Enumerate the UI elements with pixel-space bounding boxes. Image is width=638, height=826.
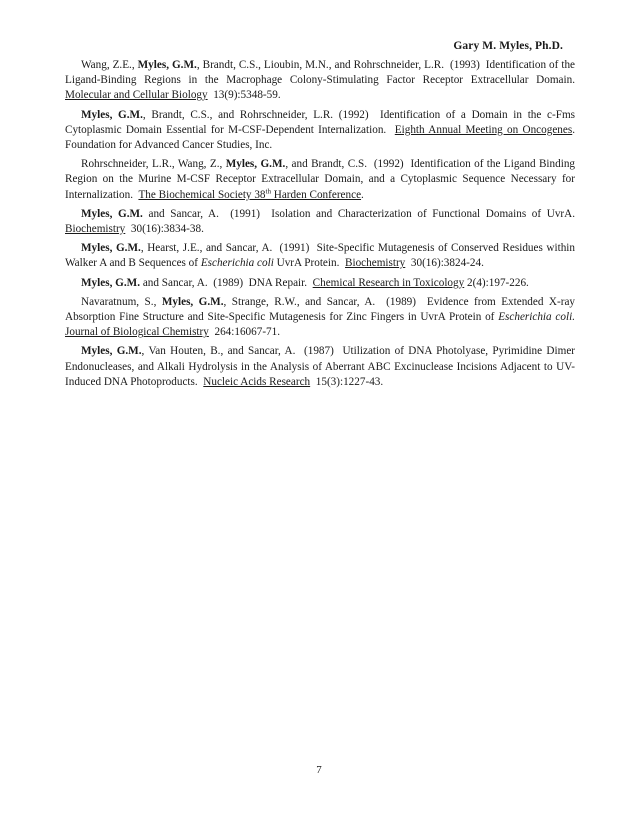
reference-year: (1987) (304, 345, 334, 358)
reference-title: Identification of a Domain in the c-Fms Cytoplasmic Domain Essential for M-CSF-Dependent Internalization. (65, 108, 576, 136)
reference-citation: 264:16067-71. (214, 326, 281, 339)
reference-title: DNA Repair. (248, 276, 308, 289)
reference-year: (1992) (373, 158, 404, 171)
reference-citation: 30(16):3824-24. (410, 257, 484, 270)
reference-venue-detail: . Foundation for Advanced Cancer Studies, Inc. (65, 123, 576, 152)
reference-entry (65, 108, 575, 154)
reference-authors: , Brandt, C.S., and Rohrschneider, L.R. (142, 108, 334, 121)
reference-author-highlight: Myles, G.M. (161, 295, 224, 308)
reference-authors: and Sancar, A. (142, 207, 219, 220)
reference-venue-superscript: th (265, 186, 271, 195)
reference-title: Utilization of DNA Photolyase, Pyrimidine Dimer Endonucleases, and Alkali Hydrolysis in the Analysis of Aberrant ABC Excinuclease Incisions Adjacent to UV-Induced DNA Photoproducts. (65, 345, 576, 388)
reference-author-highlight: Myles, G.M. (81, 207, 143, 220)
reference-title: Identification of the Ligand Binding Region on the Murine M-CSF Receptor Extracellular Domain, and a Cytoplasmic Sequence Necessary for Internalization. (65, 158, 576, 201)
reference-entry (65, 241, 575, 271)
reference-venue (138, 186, 362, 201)
reference-title: UvrA Protein. (273, 257, 340, 270)
reference-authors: Rohrschneider, L.R., Wang, Z., (81, 158, 226, 171)
reference-journal: Biochemistry (345, 257, 406, 270)
reference-journal: Molecular and Cellular Biology (65, 89, 208, 102)
reference-end: . (361, 188, 364, 201)
reference-organism: Escherichia coli. (498, 311, 575, 324)
reference-citation: 2(4):197-226. (467, 276, 529, 289)
reference-organism: Escherichia coli (200, 257, 274, 270)
reference-journal: Biochemistry (65, 223, 126, 236)
reference-authors: , and Brandt, C.S. (285, 158, 368, 171)
reference-title: Identification of the Ligand-Binding Regions in the Macrophage Colony-Stimulating Factor Receptor Extracellular Domain. (65, 59, 575, 87)
reference-author-highlight: Myles, G.M. (81, 276, 141, 289)
reference-journal: Nucleic Acids Research (203, 375, 311, 388)
reference-authors: Wang, Z.E., (81, 59, 138, 71)
reference-year: (1989) (213, 276, 244, 289)
reference-authors: , Strange, R.W., and Sancar, A. (223, 295, 376, 308)
reference-author-highlight: Myles, G.M. (225, 158, 286, 171)
reference-author-highlight: Myles, G.M. (81, 345, 142, 358)
page-number: 7 (316, 764, 322, 776)
reference-year: (1991) (279, 242, 310, 255)
reference-author-highlight: Myles, G.M. (81, 242, 141, 255)
reference-citation: 30(16):3834-38. (130, 223, 204, 236)
reference-citation: 13(9):5348-59. (213, 89, 281, 102)
reference-year: (1989) (386, 295, 416, 308)
reference-year: (1992) (338, 108, 369, 121)
reference-author-highlight: Myles, G.M. (137, 59, 197, 71)
publication-list (65, 58, 575, 394)
reference-authors: and Sancar, A. (140, 276, 208, 289)
reference-entry (65, 276, 575, 291)
reference-title: Isolation and Characterization of Functional Domains of UvrA. (271, 207, 576, 220)
reference-entry (65, 295, 575, 341)
reference-year: (1991) (230, 207, 261, 220)
reference-authors: , Brandt, C.S., Lioubin, M.N., and Rohrschneider, L.R. (196, 59, 445, 71)
reference-entry (65, 157, 575, 203)
reference-journal: Journal of Biological Chemistry (65, 326, 209, 339)
page-header-author: Gary M. Myles, Ph.D. (453, 40, 563, 52)
reference-entry (65, 344, 575, 390)
reference-year: (1993) (450, 59, 480, 71)
reference-venue-text: Harden Conference (270, 188, 362, 201)
reference-citation: 15(3):1227-43. (315, 375, 384, 388)
reference-venue: Eighth Annual Meeting on Oncogenes (394, 123, 573, 136)
reference-authors: , Van Houten, B., and Sancar, A. (141, 345, 296, 358)
reference-entry (65, 58, 575, 104)
reference-authors: , Hearst, J.E., and Sancar, A. (140, 242, 273, 255)
reference-entry (65, 207, 575, 237)
reference-journal: Chemical Research in Toxicology (312, 276, 465, 289)
reference-title: Site-Specific Mutagenesis of Conserved Residues within Walker A and B Sequences of (65, 242, 576, 270)
reference-title: Evidence from Extended X-ray Absorption Fine Structure and Site-Specific Mutagenesis for Zinc Fingers in UvrA Protein of (65, 295, 576, 324)
reference-author-highlight: Myles, G.M. (81, 108, 143, 121)
reference-venue-text: The Biochemical Society 38 (138, 188, 266, 201)
reference-authors: Navaratnum, S., (81, 295, 162, 308)
